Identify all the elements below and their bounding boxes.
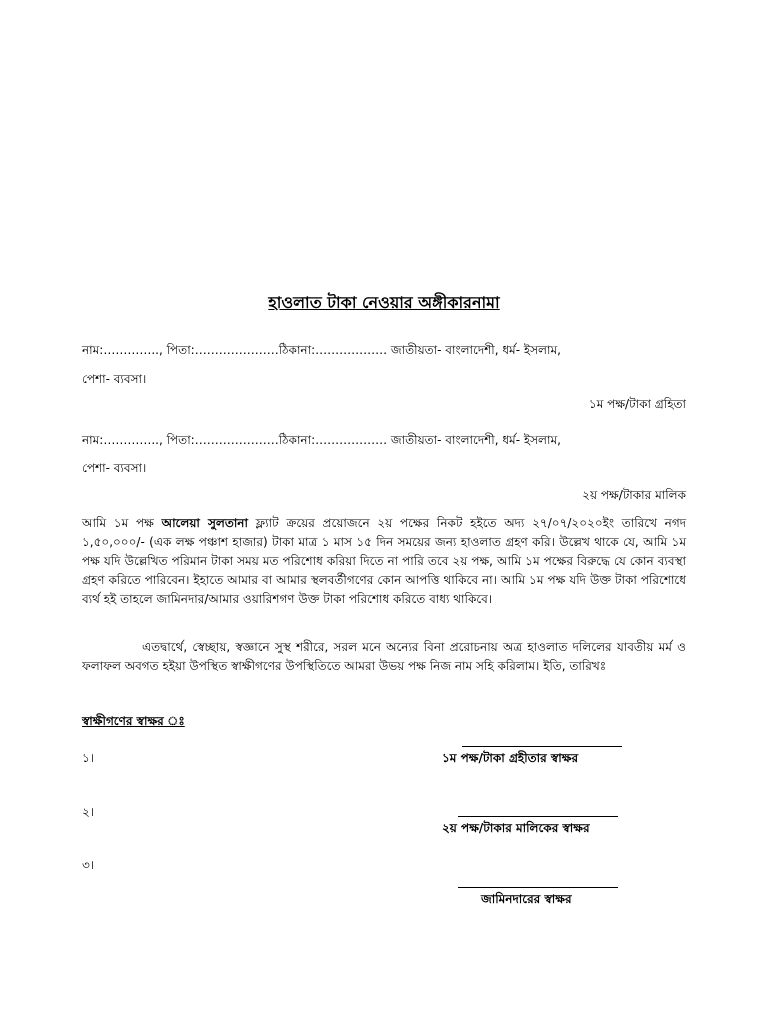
party2-details: নাম:………….., পিতা:…………………ঠিকানা:……………… জাতীয়তা- বাংলাদেশী, ধর্ম- ইসলাম, — [82, 433, 561, 447]
borrower-name: আলেয়া সুলতানা — [161, 516, 248, 530]
agreement-paragraph — [82, 514, 686, 609]
party2-role: ২য় পক্ষ/টাকার মালিক — [582, 488, 686, 502]
signature-line-3 — [458, 887, 618, 888]
paragraph-intro: আমি ১ম পক্ষ — [82, 516, 162, 530]
witness-heading: স্বাক্ষীগণের স্বাক্ষর ঃ — [82, 714, 185, 728]
party1-occupation: পেশা- ব্যবসা। — [82, 372, 147, 386]
paragraph-rest: ফ্ল্যাট ক্রয়ের প্রয়োজনে ২য় পক্ষের নিকট হইতে অদ্য ২৭/০৭/২০২০ইং তারিখে নগদ ১,৫০,০০০/- (এক লক্ষ পঞ্চাশ হাজার) টাকা মাত্র ১ মাস ১৫ দিন সময়ের জন্য হাওলাত গ্রহণ করি। উল্লেখ থাকে যে, আমি ১ম পক্ষ যদি উল্লেখিত পরিমান টাকা সময় মত পরিশোধ করিয়া দিতে না পারি তবে ২য় পক্ষ, আমি ১ম পক্ষের বিরুদ্ধে যে কোন ব্যবস্থা গ্রহণ করিতে পারিবেন। ইহাতে আমার বা আমার স্থলবর্তীগণের কোন আপত্তি থাকিবে না। আমি ১ম পক্ষ যদি উক্ত টাকা পরিশোধে ব্যর্থ হই তাহলে জামিনদার/আমার ওয়ারিশগণ উক্ত টাকা পরিশোধ করিতে বাধ্য থাকিবে। — [82, 516, 687, 606]
witness-1: ১। — [82, 751, 95, 765]
witness-2: ২। — [82, 805, 95, 819]
signature-label-3: জামিনদারের স্বাক্ষর — [481, 892, 572, 906]
party1-details: নাম:………….., পিতা:…………………ঠিকানা:……………… জাতীয়তা- বাংলাদেশী, ধর্ম- ইসলাম, — [82, 343, 561, 357]
signature-label-2: ২য় পক্ষ/টাকার মালিকের স্বাক্ষর — [442, 821, 590, 835]
witness-3: ৩। — [82, 858, 95, 872]
document-title: হাওলাত টাকা নেওয়ার অঙ্গীকারনামা — [268, 293, 500, 312]
signature-label-1: ১ম পক্ষ/টাকা গ্রহীতার স্বাক্ষর — [442, 751, 579, 765]
party2-occupation: পেশা- ব্যবসা। — [82, 461, 147, 475]
declaration-paragraph: এতদ্বার্থে, স্বেচ্ছায়, স্বজ্ঞানে সুস্থ শরীরে, সরল মনে অন্যের বিনা প্ররোচনায় অত্র হাওলাত দলিলের যাবতীয় মর্ম ও ফলাফল অবগত হইয়া উপস্থিত স্বাক্ষীগণের উপস্থিতিতে আমরা উভয় পক্ষ নিজ নাম সহি করিলাম। ইতি, তারিখঃ — [82, 640, 686, 673]
signature-line-1 — [462, 746, 622, 747]
party1-role: ১ম পক্ষ/টাকা গ্রহিতা — [588, 397, 686, 411]
signature-line-2 — [458, 816, 618, 817]
